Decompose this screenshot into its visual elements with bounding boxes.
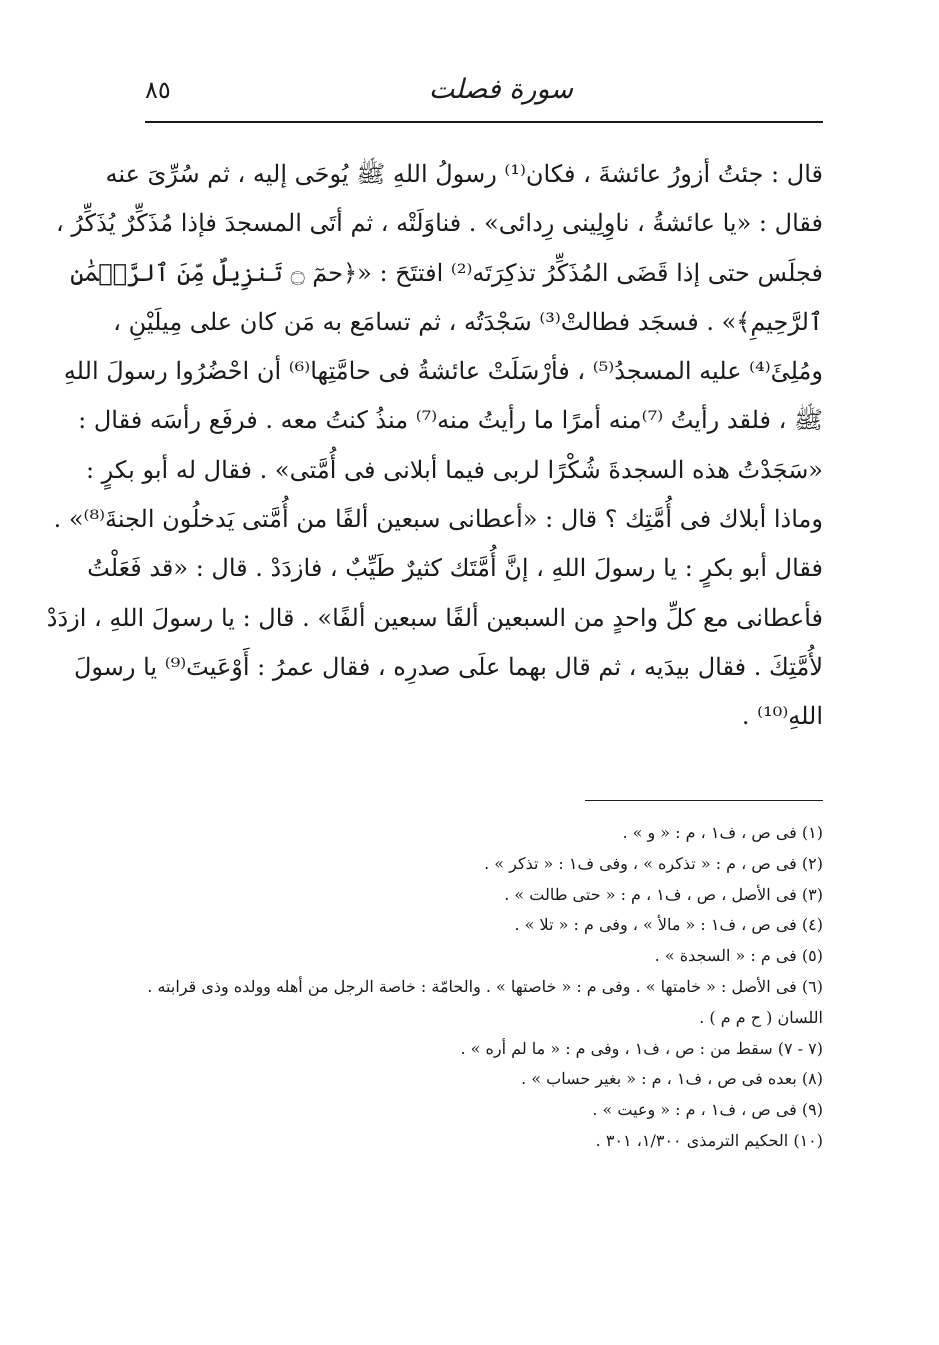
text-line: اللهِ⁽¹⁰⁾ . [741, 702, 823, 731]
footnote: (٨) بعده فى ص ، ف١ ، م : « بغير حساب » . [521, 1069, 823, 1089]
footnote: (١٠) الحكيم الترمذى ١/٣٠٠، ٣٠١ . [595, 1130, 823, 1150]
text-line: ٱلرَّحِيمِ﴾» . فسجَد فطالتْ⁽³⁾ سَجْدَتُه ، ثم تسامَع به مَن كان على مِيلَيْنِ ، [113, 307, 823, 336]
text-line: «سَجَدْتُ هذه السجدةَ شُكْرًا لربى فيما أبلانى فى أُمَّتى» . فقال له أبو بكرٍ : [85, 455, 823, 484]
main-text [46, 150, 823, 742]
footnote: (٣) فى الأصل ، ص ، ف١ ، م : « حتى طالت » . [504, 884, 823, 904]
footnotes [145, 818, 823, 1157]
footnote: (٧ - ٧) سقط من : ص ، ف١ ، وفى م : « ما لم أره » . [460, 1038, 823, 1058]
text-line: قال : جئتُ أزورُ عائشةَ ، فكان⁽¹⁾ رسولُ اللهِ ﷺ يُوحَى إليه ، ثم سُرِّىَ عنه [105, 160, 823, 188]
text-line: فقال أبو بكرٍ : يا رسولَ اللهِ ، إنَّ أُمَّتَك كثيرٌ طَيِّبٌ ، فازدَدْ . قال : «قد فَعَلْتُ [87, 554, 823, 583]
text-line: ﷺ ، فلقد رأيتُ ⁽⁷⁾منه أمرًا ما رأيتُ منه⁽⁷⁾ منذُ كنتُ معه . فرفَع رأسَه فقال : [78, 406, 823, 435]
text-line: وماذا أبلاك فى أُمَّتِك ؟ قال : «أعطانى سبعين ألفًا من أُمَّتى يَدخلُون الجنةَ⁽⁸⁾» . [53, 505, 823, 534]
text-line: فأعطانى مع كلِّ واحدٍ من السبعين ألفًا سبعين ألفًا» . قال : يا رسولَ اللهِ ، ازدَدْ [46, 603, 823, 632]
footnote: (٢) فى ص ، م : « تذكره » ، وفى ف١ : « تذكر » . [484, 853, 823, 873]
footnote: (٥) فى م : « السجدة » . [654, 946, 823, 966]
page-number: ٨٥ [145, 76, 171, 104]
text-line: فقال : «يا عائشةُ ، ناوِلِينى رِدائى» . فناوَلَتْه ، ثم أتَى المسجدَ فإذا مُذَكِّرٌ يُذَكِّرُ ، [56, 209, 823, 238]
text-line: ومُلِئَ⁽⁴⁾ عليه المسجدُ⁽⁵⁾ ، فأرْسَلَتْ عائشةُ فى حامَّتِها⁽⁶⁾ أن احْضُرُوا رسولَ اللهِ [63, 357, 823, 386]
footnote: (٦) فى الأصل : « خامتها » . وفى م : « خاصتها » . والحامّة : خاصة الرجل من أهله وولده وذى قرابته . [147, 976, 823, 996]
footnote-separator [585, 800, 823, 801]
header-rule [145, 121, 823, 123]
chapter-title: سورة فصلت [428, 74, 573, 105]
footnote: (١) فى ص ، ف١ ، م : « و » . [622, 823, 823, 842]
text-line: لأُمَّتِكَ . فقال بيدَيه ، ثم قال بهما علَى صدرِه ، فقال عمرُ : أَوْعَيتَ⁽⁹⁾ يا رسولَ [73, 652, 823, 681]
footnote: اللسان ( ح م م ) . [699, 1007, 823, 1027]
footnote: (٩) فى ص ، ف١ ، م : « وعيت » . [592, 1100, 823, 1120]
running-header [145, 70, 823, 116]
text-line: فجلَس حتى إذا قَضَى المُذَكِّرُ تذكِرَتَه⁽²⁾ افتتَحَ : «﴿حمٓ ۝ تَنزِيلٌ مِّنَ ٱلرَّحۡمَٰنِ [70, 258, 823, 287]
footnote: (٤) فى ص ، ف١ : « مالأ » ، وفى م : « تلا » . [514, 915, 823, 935]
